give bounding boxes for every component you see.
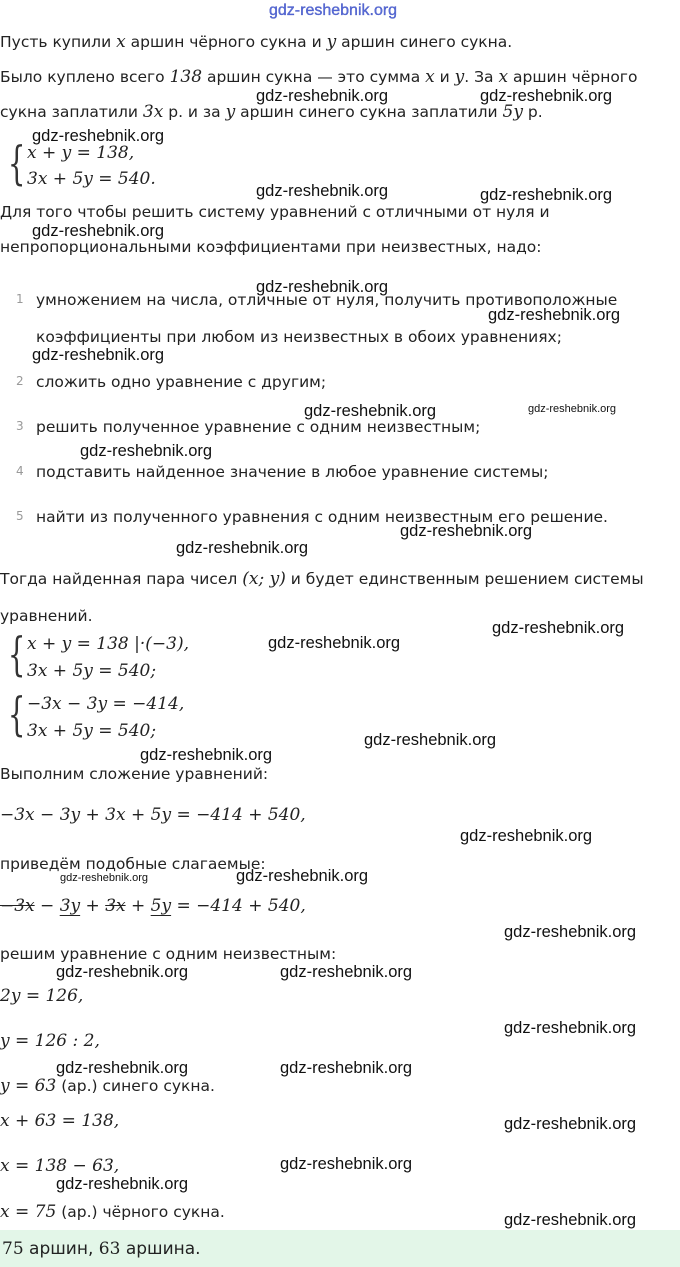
text-line	[0, 568, 644, 590]
watermark: gdz-reshebnik.org	[268, 634, 401, 652]
watermark: gdz-reshebnik.org	[256, 87, 389, 105]
watermark: gdz-reshebnik.org	[32, 222, 165, 240]
watermark: gdz-reshebnik.org	[280, 963, 413, 981]
text-segment: (ар.) чёрного сукна.	[56, 1203, 225, 1221]
watermark: gdz-reshebnik.org	[504, 923, 637, 941]
text-segment: Пусть купили	[0, 33, 117, 51]
watermark: gdz-reshebnik.org	[504, 1019, 637, 1037]
text-line	[0, 1155, 119, 1177]
text-segment: аршин синего сукна.	[336, 33, 513, 51]
watermark: gdz-reshebnik.org	[32, 346, 165, 364]
watermark: gdz-reshebnik.org	[480, 186, 613, 204]
system-brace-icon: {	[7, 136, 26, 190]
system-equation	[27, 660, 156, 682]
watermark: gdz-reshebnik.org	[176, 539, 309, 557]
text-segment: р. и за	[163, 103, 226, 121]
watermark: gdz-reshebnik.org	[304, 402, 437, 420]
math-expression: y	[326, 32, 337, 52]
watermark: gdz-reshebnik.org	[504, 1115, 637, 1133]
text-segment: Для того чтобы решить систему уравнений с отличными от нуля и	[0, 203, 550, 221]
text-segment: Тогда найденная пара чисел	[0, 570, 243, 588]
text-line	[0, 605, 93, 627]
watermark: gdz-reshebnik.org	[492, 619, 625, 637]
step-text: сложить одно уравнение с другим;	[36, 373, 327, 391]
math-expression: 5y	[502, 102, 523, 122]
text-line	[0, 31, 512, 53]
text-line	[0, 1110, 119, 1132]
math-expression: y = 126 : 2,	[0, 1031, 100, 1051]
text-segment: (ар.) синего сукна.	[56, 1077, 215, 1095]
math-expression: 75	[2, 1239, 24, 1259]
watermark: gdz-reshebnik.org	[280, 1155, 413, 1173]
system-equation	[27, 633, 189, 655]
text-line	[0, 943, 336, 965]
system-equation	[27, 693, 184, 715]
watermark: gdz-reshebnik.org	[56, 1175, 189, 1193]
math-expression: = −414 + 540,	[171, 896, 306, 916]
watermark: gdz-reshebnik.org	[56, 1059, 189, 1077]
step-text-continued: коэффициенты при любом из неизвестных в обоих уравнениях;	[36, 328, 562, 346]
text-line	[0, 1075, 215, 1097]
text-segment: приведём подобные слагаемые:	[0, 855, 266, 873]
math-expression: x + y = 138 |·(−3),	[27, 634, 190, 654]
text-line	[0, 201, 550, 223]
math-expression: 3x + 5y = 540.	[27, 169, 156, 189]
text-line	[0, 763, 268, 785]
watermark: gdz-reshebnik.org	[504, 1211, 637, 1229]
watermark: gdz-reshebnik.org	[256, 278, 389, 296]
math-expression: x	[498, 67, 509, 87]
watermark: gdz-reshebnik.org	[140, 746, 273, 764]
system-equation	[27, 720, 156, 742]
step-number: 3	[16, 419, 24, 433]
answer-text	[2, 1238, 201, 1260]
text-segment: и	[434, 68, 455, 86]
math-expression: 3y	[59, 896, 81, 916]
system-brace-icon: {	[7, 687, 26, 741]
text-line	[0, 985, 83, 1007]
watermark: gdz-reshebnik.org	[60, 872, 149, 884]
watermark: gdz-reshebnik.org	[528, 403, 617, 415]
watermark: gdz-reshebnik.org	[488, 306, 621, 324]
math-expression: x = 138 − 63,	[0, 1156, 120, 1176]
math-expression: x	[116, 32, 126, 52]
text-line	[0, 66, 637, 88]
text-segment: аршин чёрного сукна и	[125, 33, 327, 51]
text-line	[0, 1030, 100, 1052]
math-expression: 3x	[105, 896, 126, 916]
watermark: gdz-reshebnik.org	[236, 867, 369, 885]
math-expression: y = 63	[0, 1076, 57, 1096]
math-expression: 63	[98, 1239, 121, 1259]
watermark: gdz-reshebnik.org	[480, 87, 613, 105]
math-expression: −	[34, 896, 60, 916]
math-expression: −3x − 3y + 3x + 5y = −414 + 540,	[0, 805, 306, 825]
system-equation	[27, 168, 156, 190]
text-segment: уравнений.	[0, 607, 93, 625]
watermark: gdz-reshebnik.org	[280, 1059, 413, 1077]
watermark: gdz-reshebnik.org	[400, 522, 533, 540]
text-segment: аршина.	[120, 1239, 201, 1259]
watermark: gdz-reshebnik.org	[80, 442, 213, 460]
step-text: решить полученное уравнение с одним неизвестным;	[36, 418, 481, 436]
step-number: 4	[16, 464, 24, 478]
watermark: gdz-reshebnik.org	[460, 827, 593, 845]
text-segment: Выполним сложение уравнений:	[0, 765, 269, 783]
text-segment: непропорциональными коэффициентами при неизвестных, надо:	[0, 238, 542, 256]
math-expression: x + y = 138,	[27, 143, 135, 163]
text-segment: аршин сукна — это сумма	[202, 68, 426, 86]
watermark: gdz-reshebnik.org	[32, 127, 165, 145]
text-segment: аршин,	[23, 1239, 99, 1259]
math-expression: (x; y)	[242, 569, 286, 589]
math-expression: 3x + 5y = 540;	[27, 661, 157, 681]
math-expression: 3x + 5y = 540;	[27, 721, 157, 741]
step-number: 2	[16, 374, 24, 388]
text-segment: решим уравнение с одним неизвестным:	[0, 945, 337, 963]
text-segment: аршин синего сукна заплатили	[235, 103, 503, 121]
step-number: 1	[16, 292, 24, 306]
math-expression: 3x	[142, 102, 164, 122]
text-segment: Было куплено всего	[0, 68, 170, 86]
step-text: найти из полученного уравнения с одним неизвестным его решение.	[36, 508, 608, 526]
math-expression: x = 75	[0, 1202, 57, 1222]
text-line	[0, 1201, 225, 1223]
math-expression: −3x	[0, 896, 35, 916]
math-expression: y	[454, 67, 465, 87]
math-expression: y	[225, 102, 236, 122]
system-brace-icon: {	[7, 627, 26, 681]
math-expression: 2y = 126,	[0, 986, 84, 1006]
text-line	[0, 804, 306, 826]
watermark: gdz-reshebnik.org	[56, 963, 189, 981]
math-expression: 5y	[150, 896, 172, 916]
text-segment: аршин чёрного	[508, 68, 638, 86]
step-number: 5	[16, 509, 24, 523]
math-expression: +	[125, 896, 151, 916]
text-segment: сукна заплатили	[0, 103, 143, 121]
watermark: gdz-reshebnik.org	[269, 2, 398, 19]
text-segment: . За	[464, 68, 499, 86]
text-segment: р.	[522, 103, 543, 121]
math-expression: +	[80, 896, 106, 916]
math-expression: 138	[169, 67, 203, 87]
text-line	[0, 895, 306, 917]
step-text: умножением на числа, отличные от нуля, получить противоположные	[36, 291, 618, 309]
text-segment: и будет единственным решением системы	[285, 570, 644, 588]
math-expression: x	[425, 67, 435, 87]
watermark: gdz-reshebnik.org	[256, 182, 389, 200]
watermark: gdz-reshebnik.org	[364, 731, 497, 749]
math-expression: x + 63 = 138,	[0, 1111, 120, 1131]
step-text: подставить найденное значение в любое уравнение системы;	[36, 463, 549, 481]
math-expression: −3x − 3y = −414,	[27, 694, 185, 714]
